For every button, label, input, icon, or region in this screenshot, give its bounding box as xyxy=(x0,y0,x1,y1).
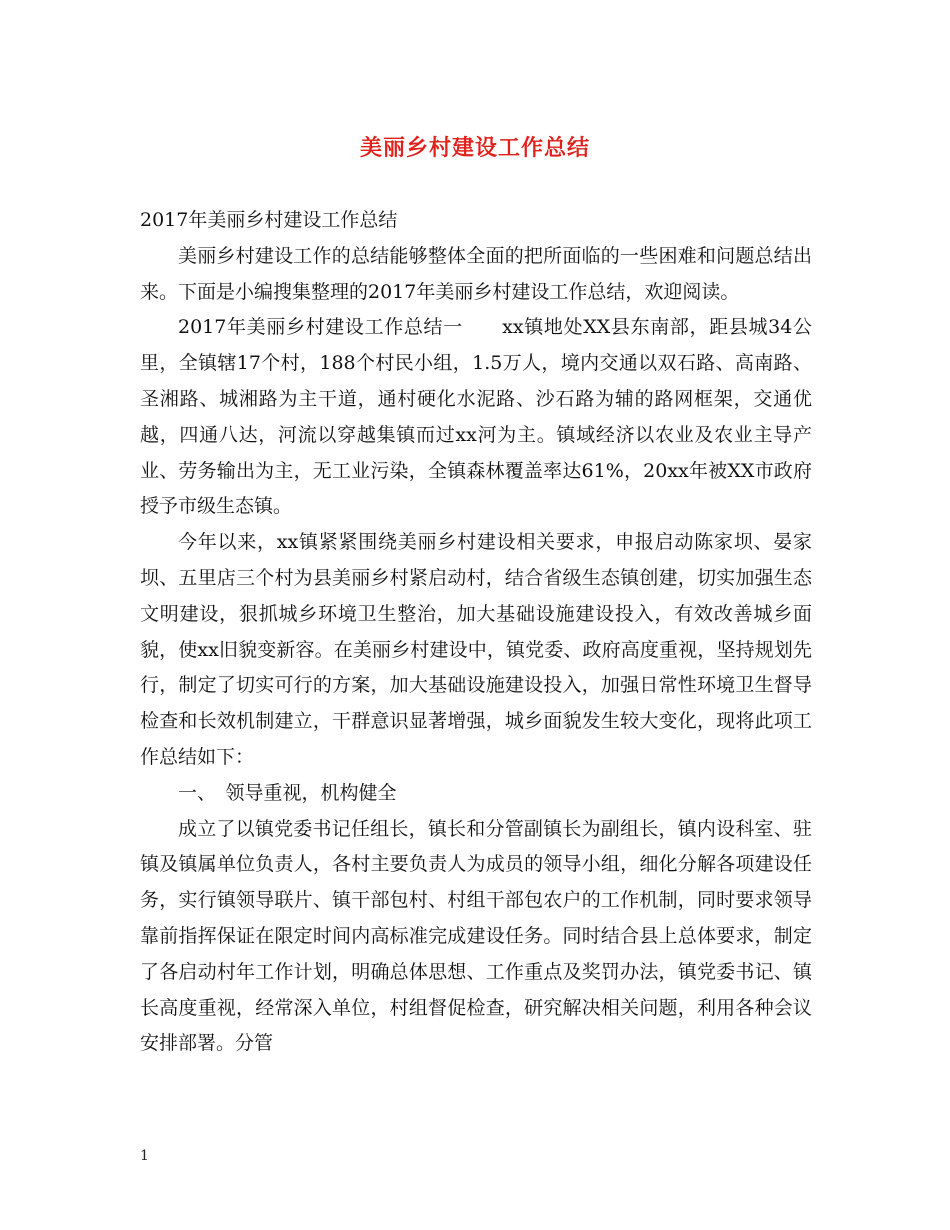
organization-paragraph: 成立了以镇党委书记任组长，镇长和分管副镇长为副组长，镇内设科室、驻镇及镇属单位负责人，各村主要负责人为成员的领导小组，细化分解各项建设任务，实行镇领导联片、镇干部包村、村组干部包农户的工作机制，同时要求领导靠前指挥保证在限定时间内高标准完成建设任务。同时结合县上总体要求，制定了各启动村年工作计划，明确总体思想、工作重点及奖罚办法，镇党委书记、镇长高度重视，经常深入单位，村组督促检查，研究解决相关问题，利用各种会议安排部署。分管 xyxy=(140,817,812,1055)
section-heading: 一、 领导重视，机构健全 xyxy=(178,781,397,804)
subtitle-paragraph: 2017年美丽乡村建设工作总结 xyxy=(140,209,398,231)
page-number: 1 xyxy=(140,1148,149,1164)
document-title: 美丽乡村建设工作总结 xyxy=(359,135,590,161)
overview-paragraph: 2017年美丽乡村建设工作总结一 xx镇地处XX县东南部，距县城34公里，全镇辖17个村，188个村民小组，1.5万人，境内交通以双石路、高南路、圣湘路、城湘路为主干道，通村硬化水泥路、沙石路为辅的路网框架，交通优越，四通八达，河流以穿越集镇而过xx河为主。镇域经济以农业及农业主导产业、劳务输出为主，无工业污染，全镇森林覆盖率达61%，20xx年被XX市政府授予市级生态镇。 xyxy=(140,316,812,518)
intro-paragraph: 美丽乡村建设工作的总结能够整体全面的把所面临的一些困难和问题总结出来。下面是小编搜集整理的2017年美丽乡村建设工作总结，欢迎阅读。 xyxy=(140,244,812,303)
document-body xyxy=(140,203,812,1062)
progress-paragraph: 今年以来，xx镇紧紧围绕美丽乡村建设相关要求，申报启动陈家坝、晏家坝、五里店三个村为县美丽乡村紧启动村，结合省级生态镇创建，切实加强生态文明建设，狠抓城乡环境卫生整治，加大基础设施建设投入，有效改善城乡面貌，使xx旧貌变新容。在美丽乡村建设中，镇党委、政府高度重视，坚持规划先行，制定了切实可行的方案，加大基础设施建设投入，加强日常性环境卫生督导检查和长效机制建立，干群意识显著增强，城乡面貌发生较大变化，现将此项工作总结如下： xyxy=(140,531,812,768)
